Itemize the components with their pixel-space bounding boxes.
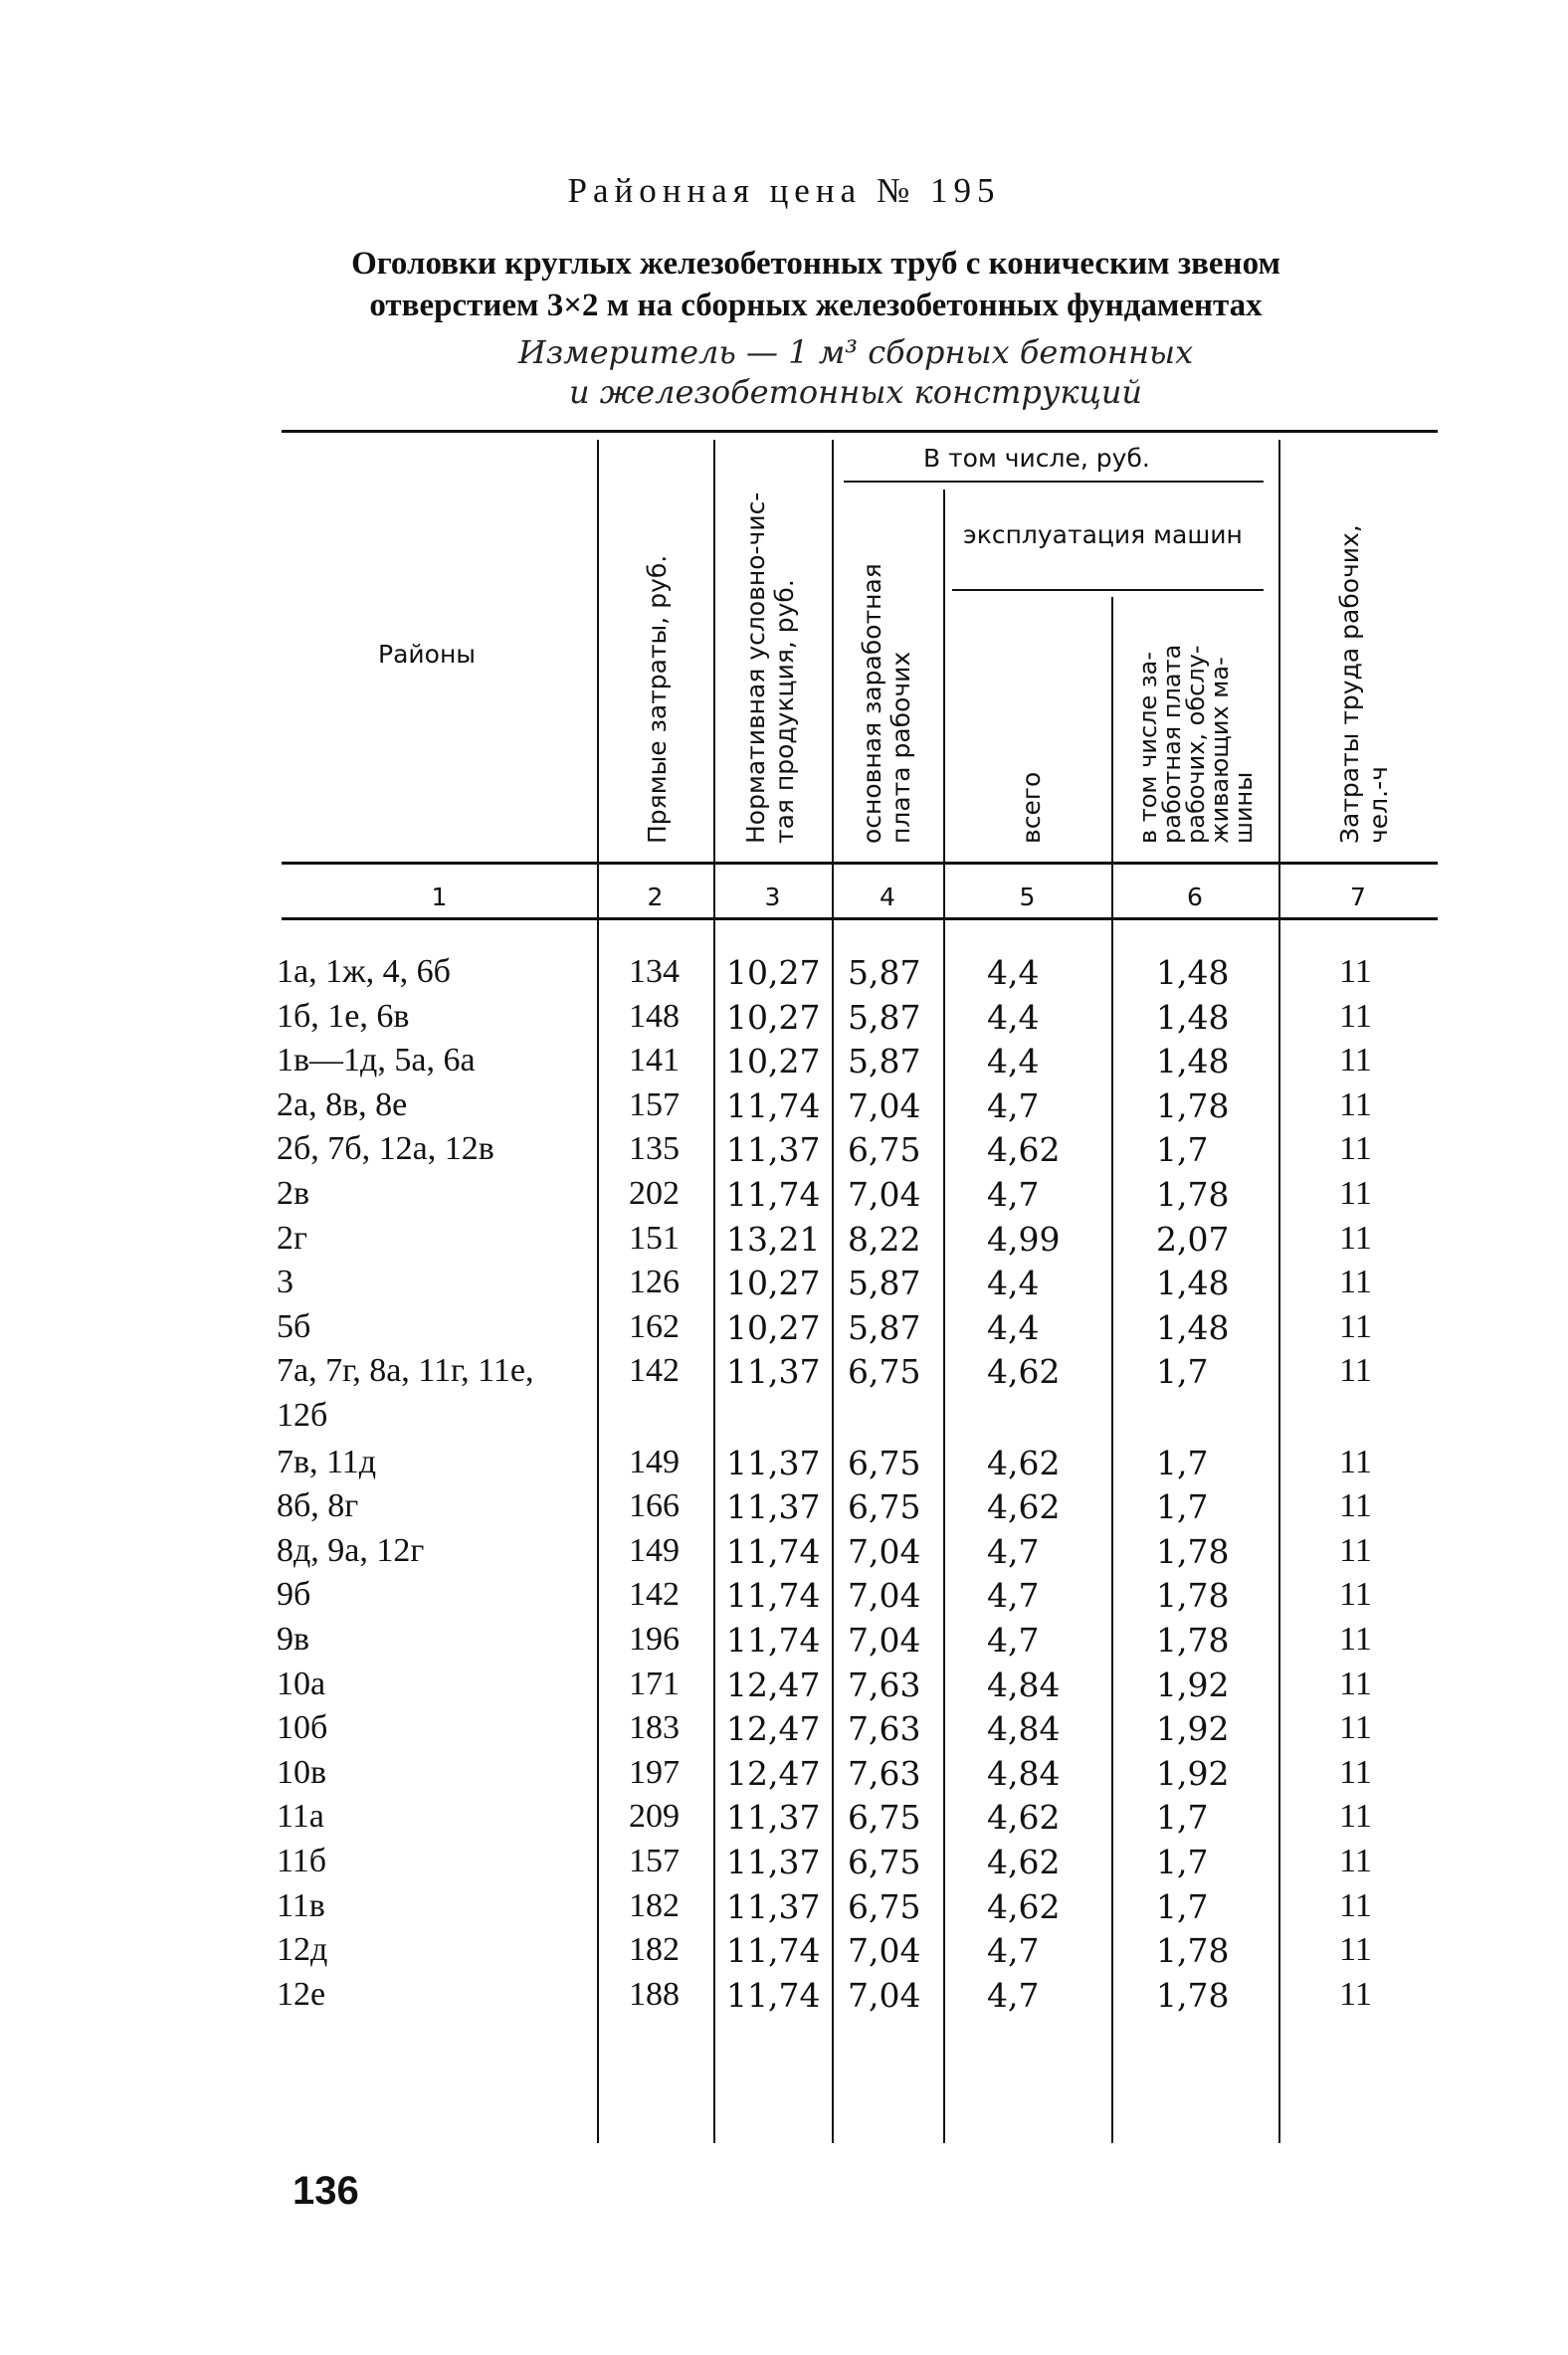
colnum-2: 2 xyxy=(647,883,664,911)
table-row xyxy=(0,1621,1568,1666)
machine-wage-cell: 1,92 xyxy=(1156,1709,1230,1749)
net-output-cell: 11,74 xyxy=(726,1085,821,1125)
region-cell: 7а, 7г, 8а, 11г, 11е, xyxy=(277,1352,534,1390)
region-cell: 10б xyxy=(277,1709,328,1747)
table-row xyxy=(0,1397,1568,1442)
labor-cell: 11 xyxy=(1339,953,1372,990)
table-row xyxy=(0,1754,1568,1799)
direct-costs-cell: 209 xyxy=(629,1798,680,1836)
table-row xyxy=(0,1086,1568,1131)
direct-costs-cell: 197 xyxy=(629,1753,680,1791)
region-cell: 12е xyxy=(277,1975,326,2013)
header-net-output-line-1: Нормативная условно-чис- xyxy=(741,491,770,844)
region-cell: 10а xyxy=(277,1665,326,1702)
subtitle-line-2: отверстием 3×2 м на сборных железобетонных фундаментах xyxy=(369,288,1263,323)
machine-total-cell: 4,62 xyxy=(987,1130,1061,1170)
machine-total-cell: 4,4 xyxy=(987,1307,1040,1347)
table-row xyxy=(0,1709,1568,1754)
header-labor xyxy=(1335,524,1393,844)
machine-total-cell: 4,84 xyxy=(987,1709,1061,1749)
direct-costs-cell: 142 xyxy=(629,1576,680,1614)
direct-costs-cell: 188 xyxy=(629,1975,680,2013)
base-wage-cell: 7,63 xyxy=(848,1709,921,1749)
base-wage-cell: 7,04 xyxy=(848,1975,921,2015)
table-row xyxy=(0,1308,1568,1353)
direct-costs-cell: 166 xyxy=(629,1487,680,1525)
machine-total-cell: 4,7 xyxy=(987,1975,1040,2015)
net-output-cell: 11,74 xyxy=(726,1975,821,2015)
net-output-cell: 10,27 xyxy=(726,1264,821,1303)
table-row xyxy=(0,1843,1568,1887)
header-net-output xyxy=(741,492,799,844)
machine-wage-cell: 1,7 xyxy=(1156,1886,1209,1926)
machine-total-cell: 4,4 xyxy=(987,997,1040,1037)
machine-total-cell: 4,99 xyxy=(987,1219,1061,1259)
net-output-cell: 11,37 xyxy=(726,1843,821,1881)
direct-costs-cell: 157 xyxy=(629,1085,680,1123)
region-cell: 2а, 8в, 8е xyxy=(277,1085,408,1123)
document-subtitle xyxy=(239,243,1393,326)
region-cell: 3 xyxy=(277,1264,294,1301)
net-output-cell: 12,47 xyxy=(726,1753,821,1793)
direct-costs-cell: 171 xyxy=(629,1665,680,1702)
header-machine-wage-line-1: в том числе за- xyxy=(1134,651,1162,844)
machine-wage-cell: 1,48 xyxy=(1156,1307,1230,1347)
table-row xyxy=(0,998,1568,1043)
direct-costs-cell: 149 xyxy=(629,1531,680,1569)
labor-cell: 11 xyxy=(1339,1709,1372,1747)
base-wage-cell: 6,75 xyxy=(848,1886,921,1926)
table-row xyxy=(0,1576,1568,1621)
base-wage-cell: 5,87 xyxy=(848,1307,921,1347)
header-including: В том числе, руб. xyxy=(923,444,1150,473)
labor-cell: 11 xyxy=(1339,1531,1372,1569)
region-cell: 2в xyxy=(277,1175,310,1212)
base-wage-cell: 5,87 xyxy=(848,1264,921,1303)
subtitle-line-1: Оголовки круглых железобетонных труб с коническим звеном xyxy=(351,246,1280,282)
net-output-cell: 10,27 xyxy=(726,997,821,1037)
machine-total-cell: 4,7 xyxy=(987,1531,1040,1571)
table-row xyxy=(0,1487,1568,1532)
net-output-cell: 11,74 xyxy=(726,1175,821,1214)
net-output-cell: 11,74 xyxy=(726,1931,821,1971)
direct-costs-cell: 196 xyxy=(629,1621,680,1658)
colnum-7: 7 xyxy=(1350,883,1366,911)
colnum-5: 5 xyxy=(1019,883,1036,911)
net-output-cell: 10,27 xyxy=(726,1307,821,1347)
header-base-wage xyxy=(858,563,915,844)
measure-line-1: Измеритель — 1 м³ сборных бетонных xyxy=(517,333,1194,371)
machine-total-cell: 4,84 xyxy=(987,1665,1061,1704)
machine-wage-cell: 1,78 xyxy=(1156,1531,1230,1571)
base-wage-cell: 7,04 xyxy=(848,1931,921,1971)
machine-total-cell: 4,7 xyxy=(987,1085,1040,1125)
machine-wage-cell: 1,7 xyxy=(1156,1130,1209,1170)
labor-cell: 11 xyxy=(1339,1130,1372,1168)
machine-wage-cell: 1,78 xyxy=(1156,1576,1230,1616)
labor-cell: 11 xyxy=(1339,1307,1372,1345)
base-wage-cell: 6,75 xyxy=(848,1843,921,1881)
labor-cell: 11 xyxy=(1339,1042,1372,1079)
region-cell: 1б, 1е, 6в xyxy=(277,997,410,1035)
machine-wage-cell: 1,7 xyxy=(1156,1487,1209,1527)
machine-wage-cell: 1,48 xyxy=(1156,1042,1230,1081)
machine-total-cell: 4,7 xyxy=(987,1931,1040,1971)
machine-wage-cell: 1,78 xyxy=(1156,1931,1230,1971)
table-row xyxy=(0,1042,1568,1086)
direct-costs-cell: 182 xyxy=(629,1886,680,1924)
machine-total-cell: 4,62 xyxy=(987,1798,1061,1838)
base-wage-cell: 7,04 xyxy=(848,1576,921,1616)
region-cell: 8д, 9а, 12г xyxy=(277,1531,425,1569)
region-cell: 7в, 11д xyxy=(277,1443,377,1480)
colnum-1: 1 xyxy=(431,883,448,911)
table-row xyxy=(0,1798,1568,1843)
region-cell: 9в xyxy=(277,1621,310,1658)
colnum-4: 4 xyxy=(880,883,895,911)
header-machine-wage xyxy=(1136,645,1256,844)
labor-cell: 11 xyxy=(1339,1665,1372,1702)
base-wage-cell: 8,22 xyxy=(848,1219,921,1259)
machine-wage-cell: 1,7 xyxy=(1156,1843,1209,1881)
header-machine-wage-line-4: живающих ма- xyxy=(1206,657,1234,844)
net-output-cell: 11,37 xyxy=(726,1487,821,1527)
net-output-cell: 11,74 xyxy=(726,1576,821,1616)
region-cell: 2б, 7б, 12а, 12в xyxy=(277,1130,494,1168)
machine-total-cell: 4,62 xyxy=(987,1843,1061,1881)
direct-costs-cell: 142 xyxy=(629,1352,680,1390)
machine-total-cell: 4,62 xyxy=(987,1886,1061,1926)
header-machine-wage-line-3: рабочих, обслу- xyxy=(1182,645,1210,844)
machine-wage-cell: 1,7 xyxy=(1156,1352,1209,1392)
net-output-cell: 11,37 xyxy=(726,1443,821,1482)
region-cell: 9б xyxy=(277,1576,311,1614)
net-output-cell: 11,37 xyxy=(726,1886,821,1926)
base-wage-cell: 7,63 xyxy=(848,1665,921,1704)
table-row xyxy=(0,953,1568,998)
net-output-cell: 10,27 xyxy=(726,953,821,992)
table-row xyxy=(0,1264,1568,1308)
colnum-bottom-rule xyxy=(282,917,1438,920)
net-output-cell: 12,47 xyxy=(726,1665,821,1704)
table-row xyxy=(0,1532,1568,1577)
header-machine-wage-line-5: шины xyxy=(1230,771,1258,844)
base-wage-cell: 7,04 xyxy=(848,1531,921,1571)
base-wage-cell: 5,87 xyxy=(848,1042,921,1081)
machine-total-cell: 4,4 xyxy=(987,1042,1040,1081)
labor-cell: 11 xyxy=(1339,1843,1372,1879)
subheader-rule-including xyxy=(844,481,1264,483)
base-wage-cell: 7,04 xyxy=(848,1621,921,1660)
page-title: Районная цена № 195 xyxy=(567,171,1001,210)
header-direct-costs: Прямые затраты, руб. xyxy=(643,554,672,844)
labor-cell: 11 xyxy=(1339,1264,1372,1301)
direct-costs-cell: 134 xyxy=(629,953,680,990)
direct-costs-cell: 162 xyxy=(629,1307,680,1345)
machine-total-cell: 4,62 xyxy=(987,1352,1061,1392)
labor-cell: 11 xyxy=(1339,1576,1372,1614)
table-row xyxy=(0,1220,1568,1265)
labor-cell: 11 xyxy=(1339,1175,1372,1212)
labor-cell: 11 xyxy=(1339,1931,1372,1969)
table-row xyxy=(0,1976,1568,2021)
net-output-cell: 13,21 xyxy=(726,1219,821,1259)
machine-total-cell: 4,4 xyxy=(987,1264,1040,1303)
region-cell: 12д xyxy=(277,1931,328,1969)
labor-cell: 11 xyxy=(1339,1443,1372,1480)
header-total: всего xyxy=(1017,771,1046,844)
base-wage-cell: 7,04 xyxy=(848,1085,921,1125)
machine-wage-cell: 1,7 xyxy=(1156,1798,1209,1838)
table-row xyxy=(0,1931,1568,1976)
direct-costs-cell: 148 xyxy=(629,997,680,1035)
labor-cell: 11 xyxy=(1339,1798,1372,1836)
direct-costs-cell: 183 xyxy=(629,1709,680,1747)
header-bottom-rule xyxy=(282,862,1438,865)
header-labor-line-1: Затраты труда рабочих, xyxy=(1335,524,1364,844)
table-top-rule xyxy=(282,430,1438,433)
labor-cell: 11 xyxy=(1339,1219,1372,1257)
region-cell: 8б, 8г xyxy=(277,1487,359,1525)
machine-total-cell: 4,62 xyxy=(987,1487,1061,1527)
table-row xyxy=(0,1130,1568,1175)
region-cell: 12б xyxy=(277,1397,328,1434)
machine-wage-cell: 1,48 xyxy=(1156,997,1230,1037)
region-cell: 11в xyxy=(277,1886,325,1924)
machine-wage-cell: 1,48 xyxy=(1156,1264,1230,1303)
header-base-wage-line-2: плата рабочих xyxy=(886,651,915,844)
table-row xyxy=(0,1666,1568,1710)
net-output-cell: 11,74 xyxy=(726,1531,821,1571)
net-output-cell: 11,74 xyxy=(726,1621,821,1660)
region-cell: 11б xyxy=(277,1843,327,1879)
base-wage-cell: 6,75 xyxy=(848,1130,921,1170)
region-cell: 5б xyxy=(277,1307,311,1345)
net-output-cell: 10,27 xyxy=(726,1042,821,1081)
direct-costs-cell: 157 xyxy=(629,1843,680,1879)
machine-total-cell: 4,7 xyxy=(987,1576,1040,1616)
direct-costs-cell: 151 xyxy=(629,1219,680,1257)
table-row xyxy=(0,1352,1568,1397)
base-wage-cell: 7,04 xyxy=(848,1175,921,1214)
labor-cell: 11 xyxy=(1339,1352,1372,1390)
page-number: 136 xyxy=(293,2169,359,2213)
machine-wage-cell: 1,78 xyxy=(1156,1975,1230,2015)
machine-wage-cell: 1,92 xyxy=(1156,1753,1230,1793)
machine-wage-cell: 1,92 xyxy=(1156,1665,1230,1704)
base-wage-cell: 6,75 xyxy=(848,1798,921,1838)
machine-wage-cell: 1,78 xyxy=(1156,1175,1230,1214)
net-output-cell: 11,37 xyxy=(726,1352,821,1392)
region-cell: 1а, 1ж, 4, 6б xyxy=(277,953,451,990)
net-output-cell: 12,47 xyxy=(726,1709,821,1749)
header-machine-operation: эксплуатация машин xyxy=(963,520,1243,549)
base-wage-cell: 5,87 xyxy=(848,997,921,1037)
labor-cell: 11 xyxy=(1339,1753,1372,1791)
header-labor-line-2: чел.-ч xyxy=(1364,766,1393,844)
table-row xyxy=(0,1887,1568,1932)
region-cell: 2г xyxy=(277,1219,307,1257)
region-cell: 1в—1д, 5а, 6а xyxy=(277,1042,476,1079)
net-output-cell: 11,37 xyxy=(726,1798,821,1838)
header-regions: Районы xyxy=(378,640,477,669)
region-cell: 11а xyxy=(277,1798,324,1836)
direct-costs-cell: 182 xyxy=(629,1931,680,1969)
header-base-wage-line-1: основная заработная xyxy=(858,563,886,844)
header-machine-wage-line-2: работная плата xyxy=(1158,644,1186,844)
machine-total-cell: 4,4 xyxy=(987,953,1040,992)
machine-wage-cell: 1,48 xyxy=(1156,953,1230,992)
machine-wage-cell: 1,78 xyxy=(1156,1085,1230,1125)
region-cell: 10в xyxy=(277,1753,327,1791)
subheader-rule-machines xyxy=(952,589,1264,591)
base-wage-cell: 6,75 xyxy=(848,1352,921,1392)
labor-cell: 11 xyxy=(1339,1621,1372,1658)
labor-cell: 11 xyxy=(1339,1085,1372,1123)
direct-costs-cell: 141 xyxy=(629,1042,680,1079)
machine-total-cell: 4,7 xyxy=(987,1175,1040,1214)
machine-total-cell: 4,62 xyxy=(987,1443,1061,1482)
table-row xyxy=(0,1444,1568,1488)
direct-costs-cell: 202 xyxy=(629,1175,680,1212)
measure-line-2: и железобетонных конструкций xyxy=(568,373,1143,411)
header-net-output-line-2: тая продукция, руб. xyxy=(770,579,799,844)
machine-total-cell: 4,84 xyxy=(987,1753,1061,1793)
net-output-cell: 11,37 xyxy=(726,1130,821,1170)
base-wage-cell: 6,75 xyxy=(848,1443,921,1482)
colnum-6: 6 xyxy=(1187,883,1203,911)
labor-cell: 11 xyxy=(1339,1975,1372,2013)
direct-costs-cell: 149 xyxy=(629,1443,680,1480)
machine-wage-cell: 1,78 xyxy=(1156,1621,1230,1660)
base-wage-cell: 5,87 xyxy=(848,953,921,992)
direct-costs-cell: 135 xyxy=(629,1130,680,1168)
base-wage-cell: 6,75 xyxy=(848,1487,921,1527)
colnum-3: 3 xyxy=(764,883,781,911)
labor-cell: 11 xyxy=(1339,997,1372,1035)
base-wage-cell: 7,63 xyxy=(848,1753,921,1793)
labor-cell: 11 xyxy=(1339,1487,1372,1525)
machine-wage-cell: 1,7 xyxy=(1156,1443,1209,1482)
table-row xyxy=(0,1175,1568,1220)
measure-unit xyxy=(358,332,1353,412)
direct-costs-cell: 126 xyxy=(629,1264,680,1301)
labor-cell: 11 xyxy=(1339,1886,1372,1924)
machine-total-cell: 4,7 xyxy=(987,1621,1040,1660)
machine-wage-cell: 2,07 xyxy=(1156,1219,1230,1259)
